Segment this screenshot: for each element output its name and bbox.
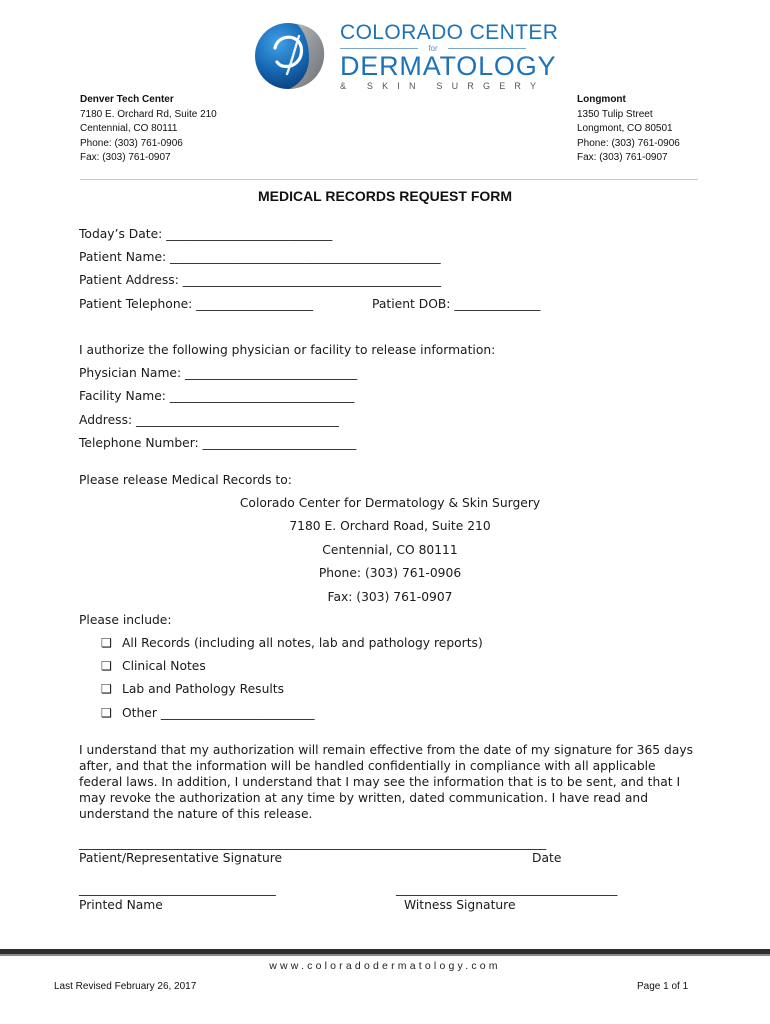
form-title: MEDICAL RECORDS REQUEST FORM [257,188,513,204]
patient-dob-field[interactable]: Patient DOB: ______________ [372,297,541,311]
option-other-label: Other _________________________ [122,706,315,720]
logo-line-1: COLORADO CENTER [340,21,559,44]
footer-revised: Last Revised February 26, 2017 [54,981,197,992]
checkbox-icon[interactable]: ❑ [101,682,113,696]
recipient-city: Centennial, CO 80111 [322,543,458,557]
office-left-street: 7180 E. Orchard Rd, Suite 210 [80,108,217,120]
logo-line-3: & SKIN SURGERY [340,81,546,91]
todays-date-field[interactable]: Today’s Date: ___________________________ [79,227,333,241]
option-clinical-notes[interactable] [101,659,206,673]
facility-name-field[interactable]: Facility Name: ______________________________ [79,389,355,403]
header-divider [80,179,698,180]
recipient-street: 7180 E. Orchard Road, Suite 210 [289,519,491,533]
footer-website: www.coloradodermatology.com [269,960,501,972]
office-right-city: Longmont, CO 80501 [577,123,673,135]
option-other[interactable] [101,706,315,720]
office-right-name: Longmont [577,94,626,105]
patient-name-field[interactable]: Patient Name: ____________________________________________ [79,250,441,264]
telephone-number-field[interactable]: Telephone Number: _________________________ [79,436,357,450]
office-left-name: Denver Tech Center [80,94,174,105]
signature-line[interactable]: ____________________________________________________________________________ [79,836,547,850]
signature-label: Patient/Representative Signature [79,851,283,865]
option-all-records-label: All Records (including all notes, lab and pathology reports) [122,636,483,650]
patient-address-field[interactable]: Patient Address: __________________________________________ [79,273,441,287]
release-to-heading: Please release Medical Records to: [79,473,292,487]
office-left [80,93,217,166]
address-field[interactable]: Address: _________________________________ [79,413,339,427]
footer-page-number: Page 1 of 1 [637,981,689,992]
date-label: Date [532,851,562,865]
witness-label: Witness Signature [404,898,516,912]
option-lab-pathology[interactable] [101,682,284,696]
physician-name-field[interactable]: Physician Name: ____________________________ [79,366,358,380]
checkbox-icon[interactable]: ❑ [101,706,113,720]
checkbox-icon[interactable]: ❑ [101,659,113,673]
recipient-fax: Fax: (303) 761-0907 [327,590,453,604]
logo-wordmark [340,22,558,93]
witness-line[interactable]: ____________________________________ [396,882,618,896]
office-left-fax: Fax: (303) 761-0907 [80,152,171,164]
office-right-phone: Phone: (303) 761-0906 [577,137,680,149]
office-right-fax: Fax: (303) 761-0907 [577,152,668,164]
printed-name-line[interactable]: ________________________________ [79,882,276,896]
recipient-phone: Phone: (303) 761-0906 [318,566,462,580]
office-left-phone: Phone: (303) 761-0906 [80,137,183,149]
office-right [577,93,680,166]
printed-name-label: Printed Name [79,898,163,912]
authorization-statement: I understand that my authorization will remain effective from the date of my signature for 365 days after, and that the information will be handled confidentially in compliance with all applicable federal laws. In addition, I understand that I may see the information that is to be sent, and that I may revoke the authorization at any time by written, dated communication. I have read and understand the nature of this release. [79,743,694,821]
patient-telephone-field[interactable]: Patient Telephone: ___________________ [79,297,314,311]
recipient-name: Colorado Center for Dermatology & Skin Surgery [239,496,541,510]
office-left-city: Centennial, CO 80111 [80,123,178,135]
logo-for: for [340,44,526,53]
logo-line-2: DERMATOLOGY [340,51,557,81]
option-all-records[interactable] [101,636,483,650]
footer-divider-shadow [0,954,770,956]
checkbox-icon[interactable]: ❑ [101,636,113,650]
option-clinical-notes-label: Clinical Notes [122,659,206,673]
option-lab-pathology-label: Lab and Pathology Results [122,682,285,696]
office-right-street: 1350 Tulip Street [577,108,653,120]
authorize-text: I authorize the following physician or facility to release information: [79,343,496,357]
logo-icon [253,18,327,92]
please-include-heading: Please include: [79,613,172,627]
